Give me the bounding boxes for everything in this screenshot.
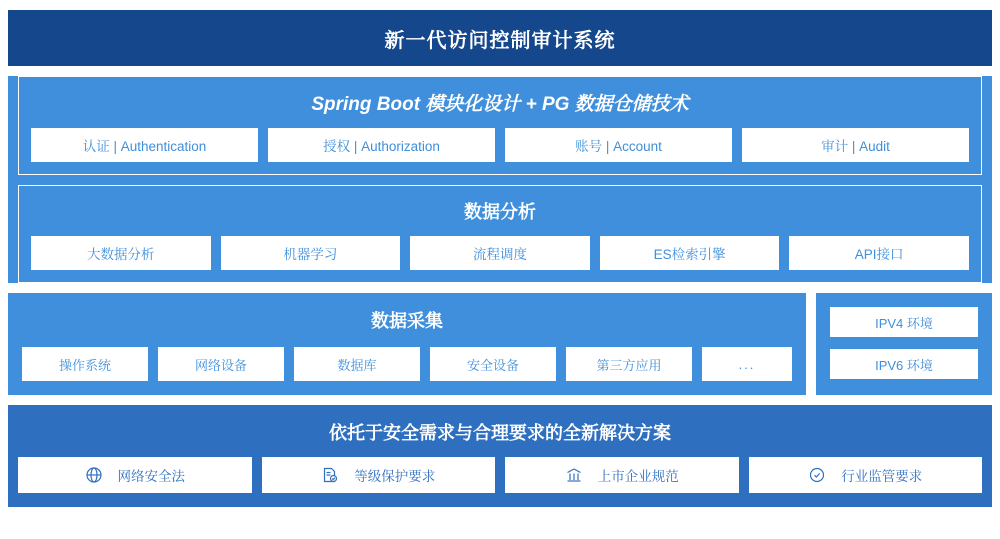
collection-item-label: 安全设备 (466, 357, 519, 373)
collection-main (8, 293, 806, 395)
analysis-item-process-scheduling[interactable] (410, 236, 590, 270)
collection-item-label: ... (738, 356, 756, 372)
collection-item-label: 第三方应用 (596, 357, 662, 373)
environment-item-ipv6[interactable] (830, 349, 978, 379)
collection-item-network-device[interactable] (158, 347, 284, 381)
badge-check-icon (808, 466, 826, 484)
analysis-item-label: API接口 (854, 247, 904, 262)
analysis-item-machine-learning[interactable] (221, 236, 401, 270)
collection-item-label: 网络设备 (194, 357, 247, 373)
solution-item-cybersecurity-law[interactable] (18, 457, 252, 493)
collection-section (8, 293, 992, 395)
solution-item-label: 上市企业规范 (597, 469, 679, 484)
platform-item-label: 账号 | Account (575, 139, 662, 154)
analysis-block (18, 185, 982, 283)
platform-item-authentication[interactable] (31, 128, 258, 162)
analysis-item-label: 大数据分析 (87, 247, 155, 262)
analysis-item-label: 机器学习 (283, 247, 338, 262)
globe-icon (85, 466, 103, 484)
solution-section (8, 405, 992, 507)
analysis-item-label: ES检索引擎 (653, 247, 726, 262)
environment-item-label: IPV6 环境 (875, 357, 933, 373)
solution-chip-row (18, 457, 982, 493)
environment-item-label: IPV4 环境 (875, 315, 933, 331)
diagram-root (0, 10, 1000, 539)
environment-item-ipv4[interactable] (830, 307, 978, 337)
analysis-heading: 数据分析 (464, 202, 536, 222)
platform-item-label: 授权 | Authorization (323, 139, 440, 154)
collection-item-label: 数据库 (337, 357, 377, 373)
document-check-icon (321, 466, 339, 484)
solution-heading: 依托于安全需求与合理要求的全新解决方案 (329, 423, 671, 443)
analysis-item-es-search[interactable] (600, 236, 780, 270)
environment-panel (816, 293, 992, 395)
collection-item-security-device[interactable] (430, 347, 556, 381)
platform-item-audit[interactable] (742, 128, 969, 162)
page-title: 新一代访问控制审计系统 (384, 29, 616, 52)
collection-item-third-party-app[interactable] (566, 347, 692, 381)
analysis-item-api[interactable] (789, 236, 969, 270)
solution-item-label: 等级保护要求 (354, 469, 436, 484)
platform-item-authorization[interactable] (268, 128, 495, 162)
bank-icon (565, 466, 583, 484)
solution-item-label: 网络安全法 (117, 469, 185, 484)
collection-chip-row (22, 347, 792, 381)
collection-item-label: 操作系统 (58, 357, 111, 373)
solution-item-label: 行业监管要求 (841, 469, 923, 484)
platform-item-label: 审计 | Audit (821, 139, 890, 154)
page-title-bar (8, 10, 992, 66)
collection-item-os[interactable] (22, 347, 148, 381)
solution-item-listed-company-standard[interactable] (505, 457, 739, 493)
collection-heading: 数据采集 (371, 311, 443, 331)
platform-item-account[interactable] (505, 128, 732, 162)
solution-item-grade-protection[interactable] (262, 457, 496, 493)
platform-block (18, 76, 982, 175)
platform-chip-row (31, 128, 969, 162)
collection-item-database[interactable] (294, 347, 420, 381)
solution-item-industry-regulation[interactable] (749, 457, 983, 493)
platform-item-label: 认证 | Authentication (82, 139, 207, 154)
analysis-item-label: 流程调度 (472, 247, 527, 262)
platform-heading: Spring Boot 模块化设计 + PG 数据仓储技术 (311, 94, 689, 115)
platform-section (8, 76, 992, 283)
analysis-item-bigdata[interactable] (31, 236, 211, 270)
collection-item-more[interactable] (702, 347, 792, 381)
analysis-chip-row (31, 236, 969, 270)
